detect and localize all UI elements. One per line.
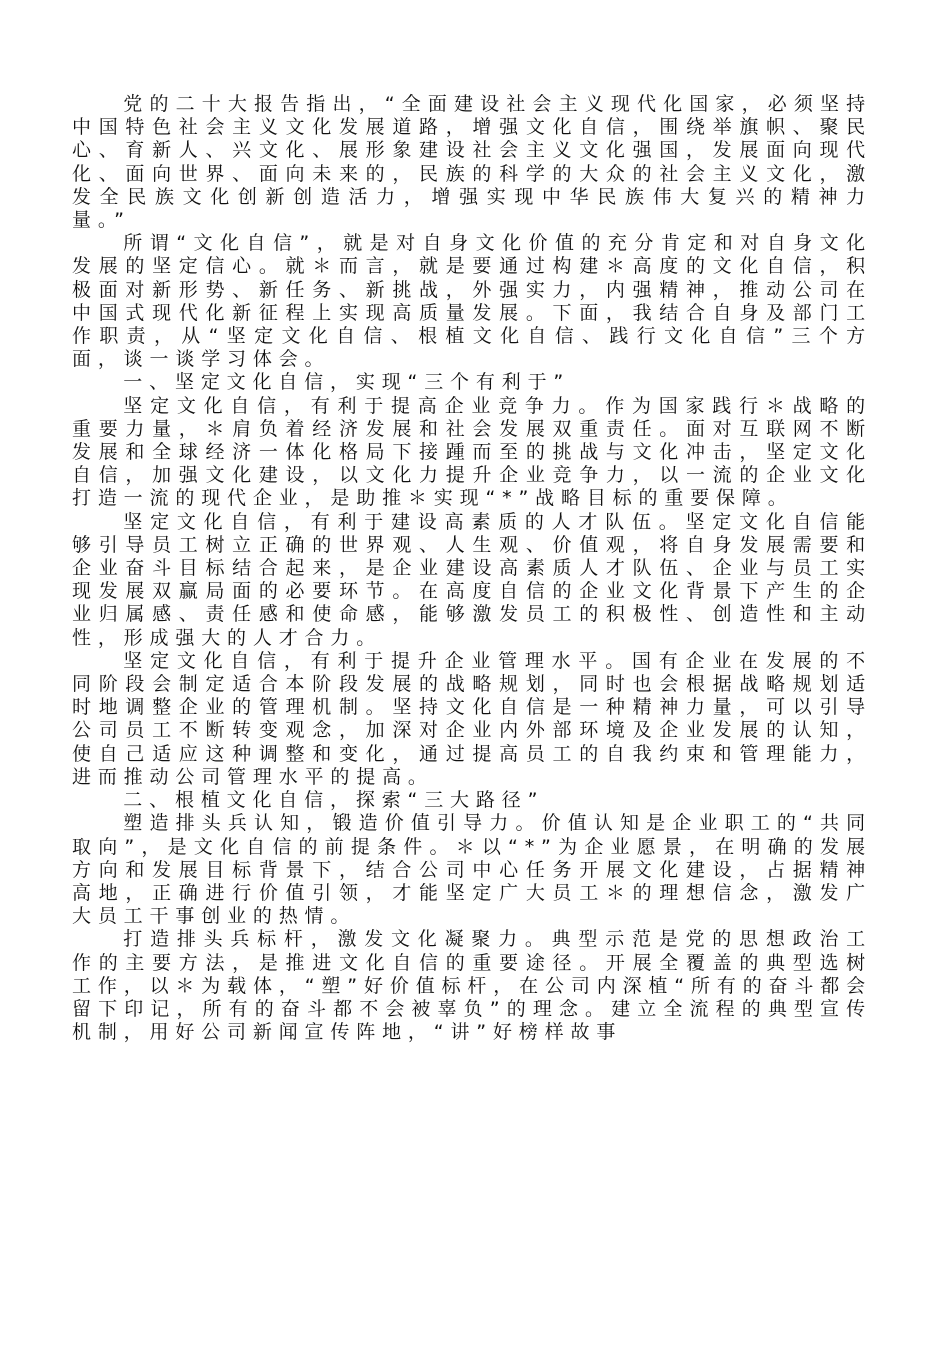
paragraph-intro: 党的二十大报告指出，“全面建设社会主义现代化国家，必须坚持中国特色社会主义文化发展道路，增强文化自信，围绕举旗帜、聚民心、育新人、兴文化、展形象建设社会主义文化强国，发展面向现代化、面向世界、面向未来的，民族的科学的大众的社会主义文化，激发全民族文化创新创造活力，增强实现中华民族伟大复兴的精神力量。” [72, 93, 872, 232]
section-heading-1: 一、坚定文化自信，实现“三个有利于” [123, 371, 571, 394]
paragraph-definition: 所谓“文化自信”，就是对自身文化价值的充分肯定和对自身文化发展的坚定信心。就＊而言，就是要通过构建＊高度的文化自信，积极面对新形势、新任务、新挑战，外强实力，内强精神，推动公司在中国式现代化新征程上实现高质量发展。下面，我结合自身及部门工作职责，从“坚定文化自信、根植文化自信、践行文化自信”三个方面，谈一谈学习体会。 [72, 232, 872, 371]
paragraph-management: 坚定文化自信，有利于提升企业管理水平。国有企业在发展的不同阶段会制定适合本阶段发展的战略规划，同时也会根据战略规划适时地调整企业的管理机制。坚持文化自信是一种精神力量，可以引导公司员工不断转变观念，加深对企业内外部环境及企业发展的认知，使自己适应这种调整和变化，通过提高员工的自我约束和管理能力，进而推动公司管理水平的提高。 [72, 649, 872, 788]
document-body [72, 93, 872, 1044]
paragraph-competitiveness: 坚定文化自信，有利于提高企业竞争力。作为国家践行＊战略的重要力量，＊肩负着经济发展和社会发展双重责任。面对互联网不断发展和全球经济一体化格局下接踵而至的挑战与文化冲击，坚定文化自信，加强文化建设，以文化力提升企业竞争力，以一流的企业文化打造一流的现代企业，是助推＊实现“*”战略目标的重要保障。 [72, 394, 872, 510]
paragraph-value-guidance: 塑造排头兵认知，锻造价值引导力。价值认知是企业职工的“共同取向”，是文化自信的前提条件。＊以“*”为企业愿景，在明确的发展方向和发展目标背景下，结合公司中心任务开展文化建设，占据精神高地，正确进行价值引领，才能坚定广大员工＊的理想信念，激发广大员工干事创业的热情。 [72, 812, 872, 928]
section-heading-2: 二、根植文化自信，探索“三大路径” [123, 789, 545, 812]
paragraph-talent: 坚定文化自信，有利于建设高素质的人才队伍。坚定文化自信能够引导员工树立正确的世界观、人生观、价值观，将自身发展需要和企业奋斗目标结合起来，是企业建设高素质人才队伍、企业与员工实现发展双赢局面的必要环节。在高度自信的企业文化背景下产生的企业归属感、责任感和使命感，能够激发员工的积极性、创造性和主动性，形成强大的人才合力。 [72, 510, 872, 649]
paragraph-role-models: 打造排头兵标杆，激发文化凝聚力。典型示范是党的思想政治工作的主要方法，是推进文化自信的重要途径。开展全覆盖的典型选树工作，以＊为载体，“塑”好价值标杆，在公司内深植“所有的奋斗都会留下印记，所有的奋斗都不会被辜负”的理念。建立全流程的典型宣传机制，用好公司新闻宣传阵地，“讲”好榜样故事 [72, 928, 872, 1044]
